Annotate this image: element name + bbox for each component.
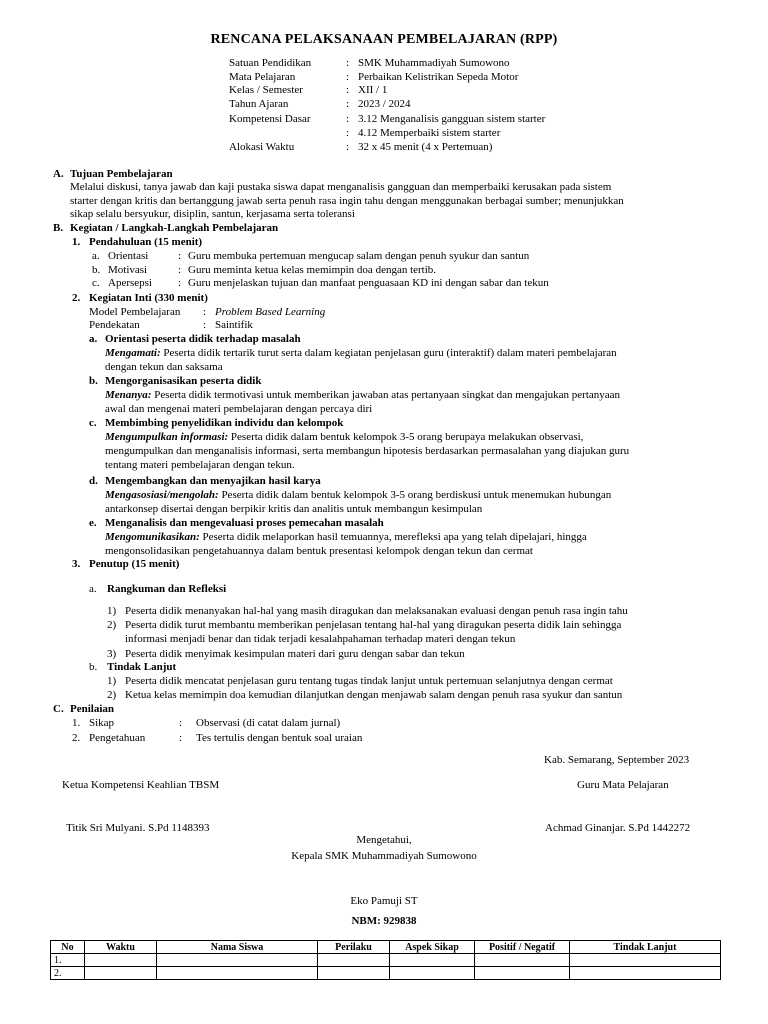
identity-value: 32 x 45 menit (4 x Pertemuan) xyxy=(358,141,493,153)
column-header: Tindak Lanjut xyxy=(570,941,721,954)
column-header: Aspek Sikap xyxy=(390,941,475,954)
identity-label: Kelas / Semester xyxy=(229,84,303,96)
section-a-line: starter dengan kritis dan bertanggung jawab serta penuh rasa ingin tahu dengan menggunakan berbagai sumber; menunjukkan xyxy=(70,195,624,207)
step-letter: a. xyxy=(89,333,98,345)
table-cell xyxy=(390,967,475,980)
section-b-letter: B. xyxy=(53,222,64,234)
step-letter: e. xyxy=(89,517,97,529)
identity-colon: : xyxy=(346,113,350,125)
step-heading: Menganalisis dan mengevaluasi proses pemecahan masalah xyxy=(105,517,384,529)
model-label: Model Pembelajaran xyxy=(89,306,181,318)
principal-nbm: NBM: 929838 xyxy=(351,915,417,927)
table-cell xyxy=(157,967,318,980)
identity-value: 2023 / 2024 xyxy=(358,98,411,110)
identity-colon: : xyxy=(346,57,350,69)
pendekatan-value: Saintifik xyxy=(215,319,253,331)
table-cell xyxy=(390,954,475,967)
section-a-heading: Tujuan Pembelajaran xyxy=(70,168,173,180)
pendahuluan-item-label: Orientasi xyxy=(108,250,149,262)
tindak-lanjut-item-number: 1) xyxy=(107,675,117,687)
principal-name: Eko Pamuji ST xyxy=(350,895,418,907)
table-row xyxy=(51,954,721,967)
right-signatory-name: Achmad Ginanjar. S.Pd 1442272 xyxy=(545,822,691,834)
pendekatan-colon: : xyxy=(203,319,207,331)
step-first-line xyxy=(105,489,611,502)
identity-colon: : xyxy=(346,71,350,83)
penilaian-item-label: Sikap xyxy=(89,717,115,729)
left-signatory-name: Titik Sri Mulyani. S.Pd 1148393 xyxy=(66,822,210,834)
pendahuluan-number: 1. xyxy=(72,236,81,248)
tindak-lanjut-item-text: Ketua kelas memimpin doa kemudian dilanjutkan dengan menjawab salam dengan penuh rasa syukur dan santun xyxy=(125,689,623,701)
right-signatory-role: Guru Mata Pelajaran xyxy=(577,779,669,791)
rangkuman-item-number: 2) xyxy=(107,619,117,631)
pendahuluan-item-letter: b. xyxy=(92,264,101,276)
penilaian-item-number: 1. xyxy=(72,717,81,729)
step-first-line xyxy=(105,431,583,444)
section-a-line: sikap selalu bersyukur, disiplin, santun, kerjasama serta toleransi xyxy=(70,208,355,220)
attitude-journal-table xyxy=(50,940,721,980)
rangkuman-letter: a. xyxy=(89,583,97,595)
identity-colon: : xyxy=(346,84,350,96)
step-letter: d. xyxy=(89,475,98,487)
model-value: Problem Based Learning xyxy=(215,306,326,318)
step-letter: c. xyxy=(89,417,97,429)
identity-value: XII / 1 xyxy=(358,84,388,96)
step-continuation: dengan tekun dan saksama xyxy=(105,361,223,373)
step-heading: Orientasi peserta didik terhadap masalah xyxy=(105,333,301,345)
section-a-letter: A. xyxy=(53,168,64,180)
rangkuman-item-number: 3) xyxy=(107,648,117,660)
pendekatan-label: Pendekatan xyxy=(89,319,140,331)
table-cell xyxy=(570,967,721,980)
step-keyword: Mengasosiasi/mengolah: xyxy=(105,489,219,501)
step-text: Peserta didik dalam bentuk kelompok 3-5 orang berdiskusi untuk menemukan hubungan xyxy=(218,489,612,501)
section-c-letter: C. xyxy=(53,703,64,715)
penilaian-item-text: Observasi (di catat dalam jurnal) xyxy=(196,717,341,729)
identity-label: Kompetensi Dasar xyxy=(229,113,311,125)
table-cell xyxy=(318,967,390,980)
rangkuman-item-text: Peserta didik menanyakan hal-hal yang masih diragukan dan melaksanakan evaluasi dengan penuh rasa ingin tahu xyxy=(125,605,628,617)
section-a-line: Melalui diskusi, tanya jawab dan kaji pustaka siswa dapat menganalisis gangguan dan memperbaiki kerusakan pada sistem xyxy=(70,181,612,193)
penutup-number: 3. xyxy=(72,558,81,570)
step-continuation: antarkonsep disertai dengan berpikir kritis dan analitis untuk membangun kesimpulan xyxy=(105,503,483,515)
pendahuluan-heading: Pendahuluan (15 menit) xyxy=(89,236,203,248)
identity-label: Alokasi Waktu xyxy=(229,141,295,153)
section-c-heading: Penilaian xyxy=(70,703,115,715)
penilaian-item-colon: : xyxy=(179,717,183,729)
step-text: Peserta didik termotivasi untuk memberikan jawaban atas pertanyaan singkat dan mengajukan pertanyaan xyxy=(151,389,621,401)
pendahuluan-item-text: Guru meminta ketua kelas memimpin doa dengan tertib. xyxy=(188,264,437,276)
pendahuluan-item-colon: : xyxy=(178,264,182,276)
column-header: Perilaku xyxy=(318,941,390,954)
pendahuluan-item-text: Guru menjelaskan tujuan dan manfaat penguasaan KD ini dengan sabar dan tekun xyxy=(188,277,549,289)
step-continuation: awal dan mengenai materi pembelajaran dengan percaya diri xyxy=(105,403,373,415)
identity-colon: : xyxy=(346,98,350,110)
table-cell xyxy=(475,954,570,967)
place-date: Kab. Semarang, September 2023 xyxy=(544,754,690,766)
pendahuluan-item-colon: : xyxy=(178,277,182,289)
penilaian-item-number: 2. xyxy=(72,732,81,744)
step-letter: b. xyxy=(89,375,98,387)
step-keyword: Mengamati: xyxy=(105,347,161,359)
table-cell xyxy=(85,967,157,980)
pendahuluan-item-label: Apersepsi xyxy=(108,277,152,289)
table-cell xyxy=(157,954,318,967)
tindak-lanjut-item-number: 2) xyxy=(107,689,117,701)
column-header: Positif / Negatif xyxy=(475,941,570,954)
identity-value: 3.12 Menganalisis gangguan sistem starter xyxy=(358,113,546,125)
table-cell xyxy=(475,967,570,980)
pendahuluan-item-label: Motivasi xyxy=(108,264,148,276)
rangkuman-heading: Rangkuman dan Refleksi xyxy=(107,583,227,595)
step-heading: Membimbing penyelidikan individu dan kelompok xyxy=(105,417,344,429)
step-text: Peserta didik tertarik turut serta dalam kegiatan penjelasan guru (interaktif) dalam materi pembelajaran xyxy=(160,347,617,359)
table-cell xyxy=(318,954,390,967)
table-row xyxy=(51,967,721,980)
pendahuluan-item-letter: c. xyxy=(92,277,100,289)
step-text: Peserta didik dalam bentuk kelompok 3-5 orang berupaya melakukan observasi, xyxy=(228,431,584,443)
table-cell: 1. xyxy=(51,954,85,967)
step-first-line xyxy=(105,347,617,360)
step-first-line xyxy=(105,531,587,544)
model-colon: : xyxy=(203,306,207,318)
table-cell: 2. xyxy=(51,967,85,980)
penutup-heading: Penutup (15 menit) xyxy=(89,558,180,570)
step-first-line xyxy=(105,389,620,402)
identity-label: Mata Pelajaran xyxy=(229,71,296,83)
penilaian-item-label: Pengetahuan xyxy=(89,732,146,744)
step-text: Peserta didik melaporkan hasil temuannya, merefleksi apa yang telah dipelajari, hingga xyxy=(199,531,587,543)
identity-value: Perbaikan Kelistrikan Sepeda Motor xyxy=(358,71,519,83)
rangkuman-item-text: Peserta didik turut membantu memberikan penjelasan tentang hal-hal yang diragukan peserta didik lain sehingga xyxy=(125,619,622,631)
column-header: No xyxy=(51,941,85,954)
mengetahui-label: Mengetahui, xyxy=(356,834,412,846)
rangkuman-item-text: Peserta didik menyimak kesimpulan materi dari guru dengan sabar dan tekun xyxy=(125,648,465,660)
column-header: Nama Siswa xyxy=(157,941,318,954)
step-continuation: mengumpulkan dan menganalisis informasi, serta membangun hipotesis berdasarkan permasalahan yang diajukan guru xyxy=(105,445,630,457)
pendahuluan-item-letter: a. xyxy=(92,250,100,262)
step-heading: Mengorganisasikan peserta didik xyxy=(105,375,262,387)
pendahuluan-item-text: Guru membuka pertemuan mengucap salam dengan penuh syukur dan santun xyxy=(188,250,530,262)
tindak-lanjut-letter: b. xyxy=(89,661,98,673)
identity-colon: : xyxy=(346,141,350,153)
inti-heading: Kegiatan Inti (330 menit) xyxy=(89,292,208,304)
column-header: Waktu xyxy=(85,941,157,954)
identity-value: 4.12 Memperbaiki sistem starter xyxy=(358,127,501,139)
penilaian-item-text: Tes tertulis dengan bentuk soal uraian xyxy=(196,732,363,744)
identity-label: Satuan Pendidikan xyxy=(229,57,312,69)
step-continuation: mengonsolidasikan pengetahuannya dalam bentuk presentasi kelompok dengan tekun dan cermat xyxy=(105,545,533,557)
principal-role: Kepala SMK Muhammadiyah Sumowono xyxy=(291,850,477,862)
document-title: RENCANA PELAKSANAAN PEMBELAJARAN (RPP) xyxy=(210,32,558,47)
identity-colon: : xyxy=(346,127,350,139)
inti-number: 2. xyxy=(72,292,81,304)
identity-label: Tahun Ajaran xyxy=(229,98,289,110)
identity-value: SMK Muhammadiyah Sumowono xyxy=(358,57,510,69)
step-continuation: tentang materi pembelajaran dengan tekun. xyxy=(105,459,295,471)
tindak-lanjut-item-text: Peserta didik mencatat penjelasan guru tentang tugas tindak lanjut untuk pertemuan selanjutnya dengan cermat xyxy=(125,675,613,687)
pendahuluan-item-colon: : xyxy=(178,250,182,262)
rangkuman-item-number: 1) xyxy=(107,605,117,617)
left-signatory-role: Ketua Kompetensi Keahlian TBSM xyxy=(62,779,220,791)
step-keyword: Mengomunikasikan: xyxy=(105,531,200,543)
penilaian-item-colon: : xyxy=(179,732,183,744)
step-keyword: Mengumpulkan informasi: xyxy=(105,431,229,443)
section-b-heading: Kegiatan / Langkah-Langkah Pembelajaran xyxy=(70,222,279,234)
step-keyword: Menanya: xyxy=(105,389,152,401)
tindak-lanjut-heading: Tindak Lanjut xyxy=(107,661,177,673)
table-cell xyxy=(85,954,157,967)
table-cell xyxy=(570,954,721,967)
step-heading: Mengembangkan dan menyajikan hasil karya xyxy=(105,475,321,487)
table-header-row xyxy=(51,941,721,954)
rangkuman-item-text: informasi menjadi benar dan tidak terjadi kesalahpahaman terhadap materi dengan tekun xyxy=(125,633,516,645)
